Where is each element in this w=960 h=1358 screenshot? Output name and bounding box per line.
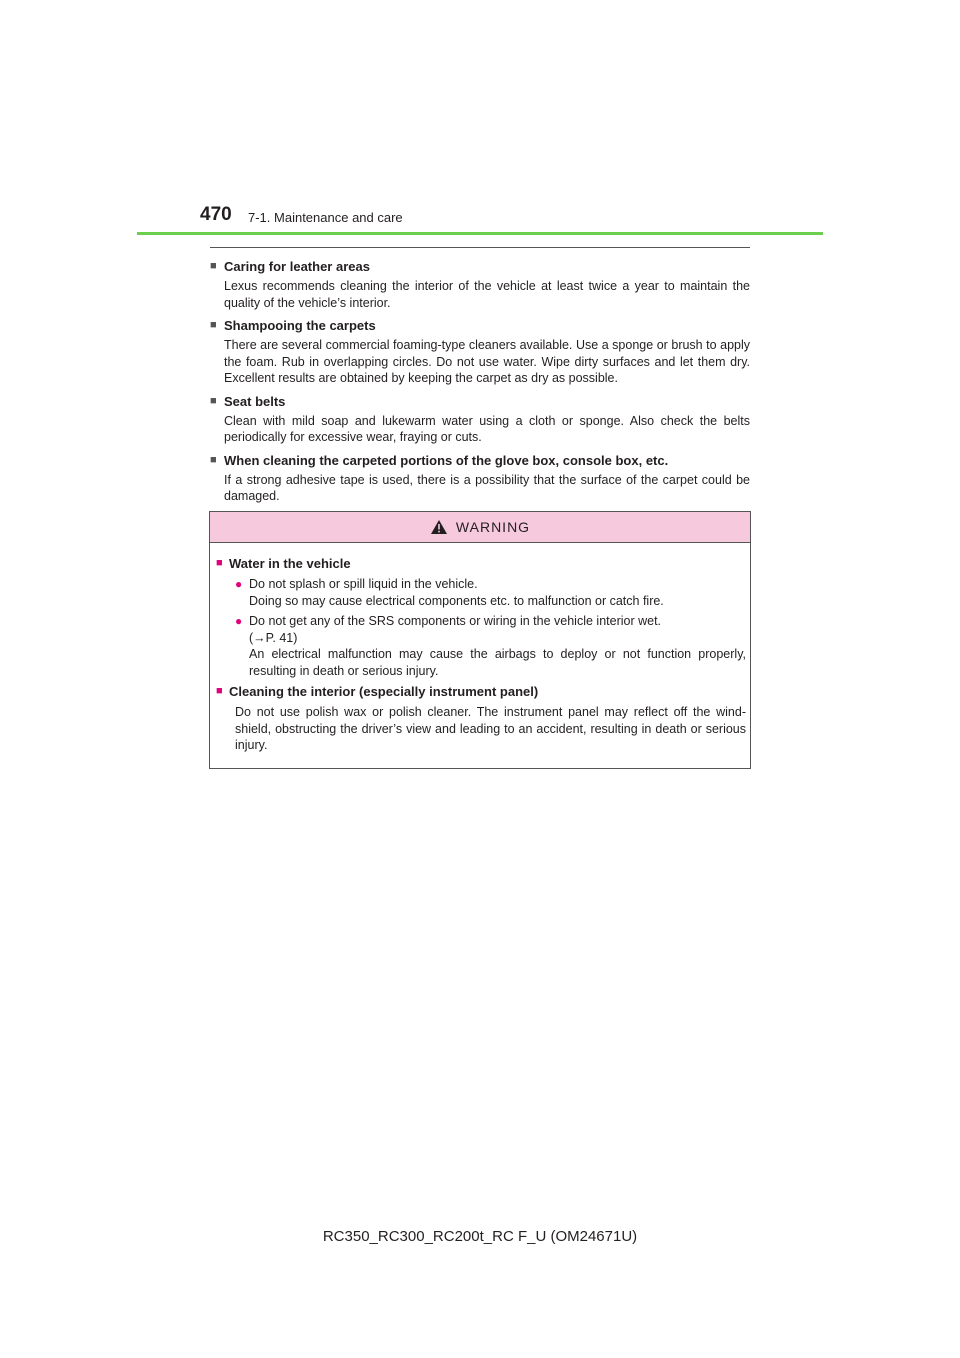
warning-text: Do not use polish wax or polish cleaner. The instrument panel may reflect off the wind-shield, obstructing the driver’s view and leading to an accident, resulting in death or serious injury.: [235, 705, 746, 752]
item-body: There are several commercial foaming-type cleaners available. Use a sponge or brush to apply the foam. Rub in overlapping circles. Do not use water. Wipe dirty surfaces and let them dry. Excellent results are obtained by keeping the carpet as dry as possible.: [224, 338, 750, 385]
list-item: [210, 258, 750, 311]
warning-text: An electrical malfunction may cause the airbags to deploy or not function properly, resulting in death or serious injury.: [249, 647, 746, 678]
square-bullet-icon: ■: [216, 557, 223, 569]
square-bullet-icon: ■: [210, 260, 217, 272]
warning-section: [216, 683, 746, 754]
warning-title: WARNING: [455, 519, 531, 535]
square-bullet-icon: ■: [210, 319, 217, 331]
square-bullet-icon: ■: [216, 685, 223, 697]
warning-triangle-icon: [430, 519, 448, 535]
content-top-rule: [210, 247, 750, 248]
dot-bullet-icon: ●: [235, 577, 243, 591]
warning-body: [210, 543, 750, 754]
item-title: Seat belts: [224, 393, 286, 409]
warning-header: [210, 512, 750, 543]
item-title: When cleaning the carpeted portions of the glove box, console box, etc.: [224, 452, 669, 468]
square-bullet-icon: ■: [210, 453, 217, 466]
square-bullet-icon: ■: [210, 394, 217, 407]
list-item: [210, 317, 750, 387]
content: [210, 258, 750, 511]
item-title: Caring for leather areas: [224, 259, 370, 274]
warning-text: Do not get any of the SRS components or wiring in the vehicle interior wet.: [249, 614, 662, 628]
item-body: If a strong adhesive tape is used, there is a possibility that the surface of the carpet could be damaged.: [224, 472, 750, 503]
warning-section-title: Water in the vehicle: [229, 556, 351, 571]
header-rule: [137, 232, 823, 235]
warning-bullet: [235, 613, 746, 679]
page-reference: (→P. 41): [249, 630, 298, 645]
dot-bullet-icon: ●: [235, 614, 243, 628]
item-body: Clean with mild soap and lukewarm water using a cloth or sponge. Also check the belts periodically for excessive wear, fraying or cuts.: [224, 413, 750, 444]
page-footer: RC350_RC300_RC200t_RC F_U (OM24671U): [322, 1228, 638, 1245]
page-number: 470: [200, 204, 232, 225]
list-item: [210, 393, 750, 446]
warning-text: Do not splash or spill liquid in the vehicle.: [249, 577, 478, 591]
warning-section-title: Cleaning the interior (especially instrument panel): [229, 684, 539, 699]
warning-bullet: [235, 576, 746, 609]
section-title: 7-1. Maintenance and care: [248, 210, 403, 225]
warning-text: Doing so may cause electrical components etc. to malfunction or catch fire.: [249, 593, 664, 608]
list-item: [210, 452, 750, 505]
warning-section: [216, 555, 746, 679]
item-body: Lexus recommends cleaning the interior of the vehicle at least twice a year to maintain the quality of the vehicle’s interior.: [224, 279, 750, 310]
item-title: Shampooing the carpets: [224, 318, 376, 333]
warning-box: [209, 511, 751, 769]
